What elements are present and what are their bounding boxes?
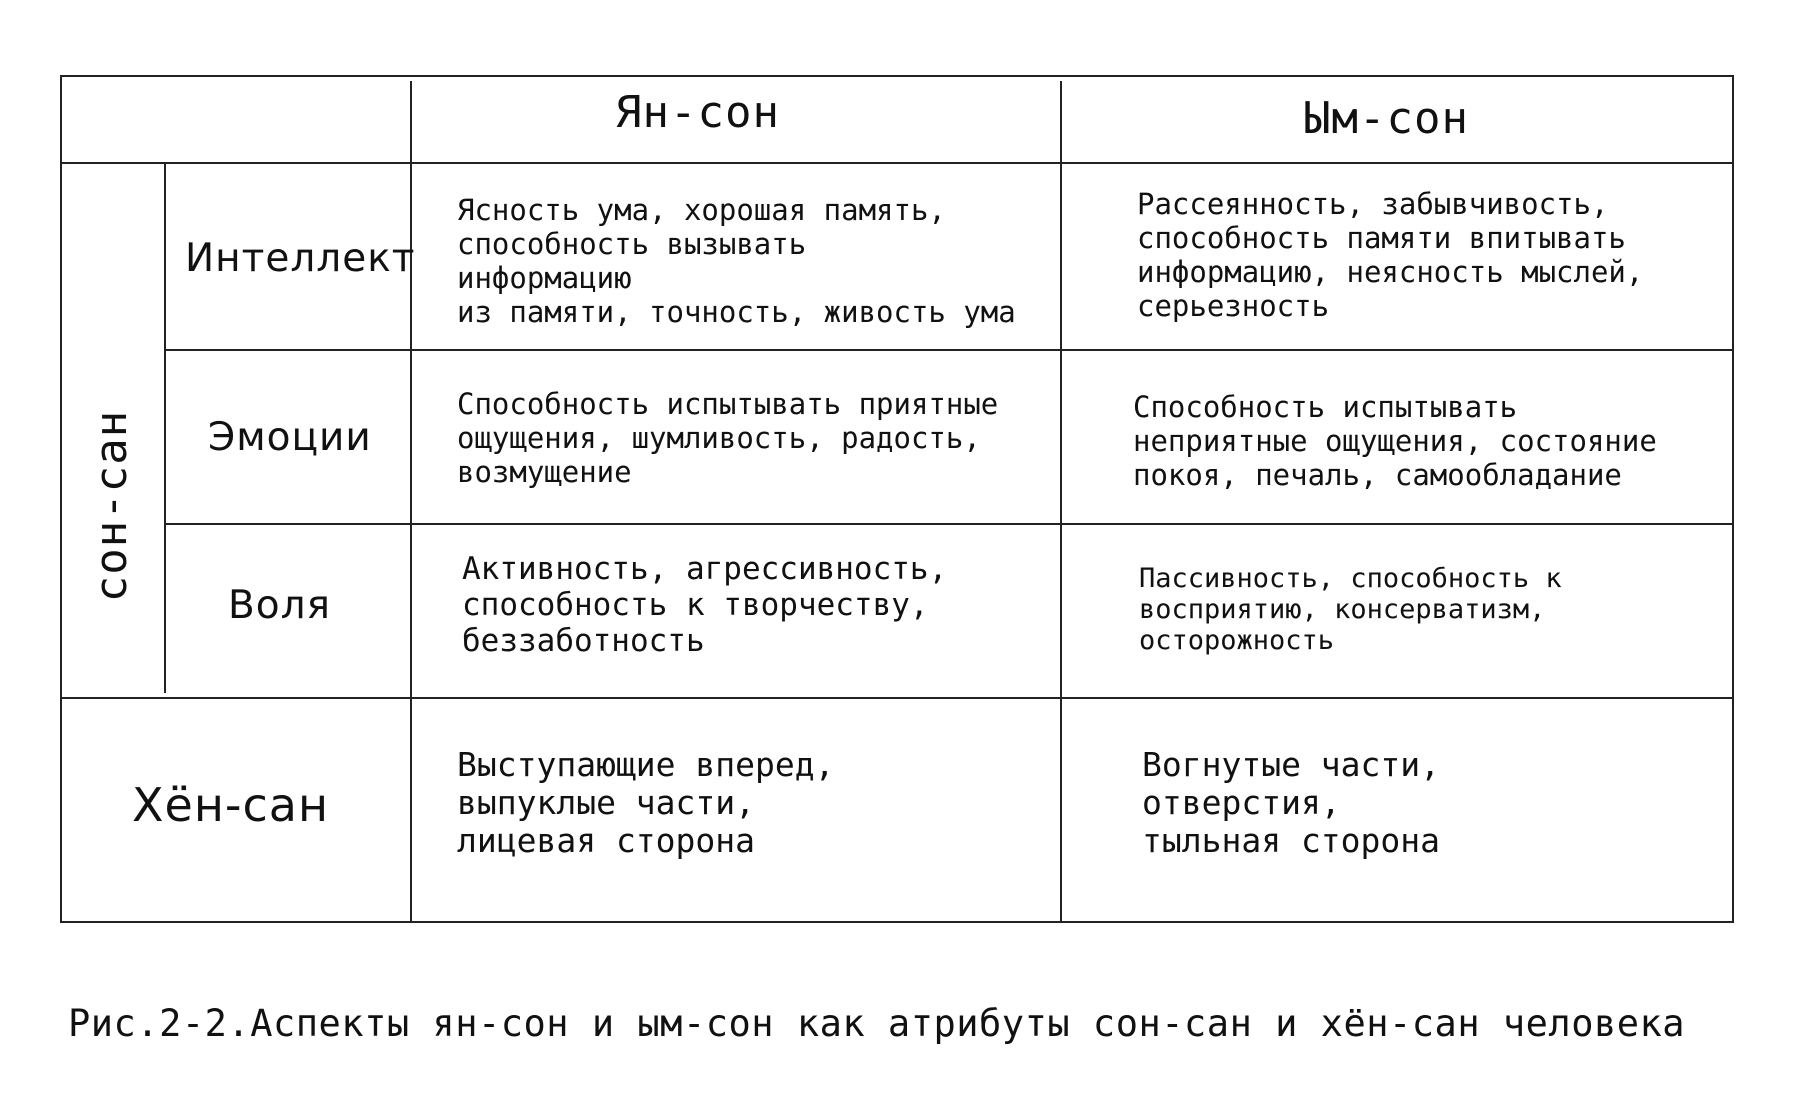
cell-emotions-yin: Способность испытывать неприятные ощущения, состояние покоя, печаль, самообладание [1133, 390, 1657, 492]
divider [62, 162, 1732, 164]
divider [164, 163, 166, 693]
group-label-son-san: сон-сан [86, 409, 137, 603]
row-label-emotions: Эмоции [208, 415, 372, 460]
column-header-yin: Ым-сон [1304, 93, 1469, 144]
cell-hyon-yin: Вогнутые части, отверстия, тыльная сторона [1142, 745, 1441, 860]
column-header-yang: Ян-сон [615, 87, 780, 138]
cell-hyon-yang: Выступающие вперед, выпуклые части, лицевая сторона [457, 745, 835, 860]
row-label-intellect: Интеллект [185, 236, 416, 281]
divider [410, 81, 412, 921]
divider [1060, 81, 1062, 921]
divider [164, 523, 1732, 525]
divider [62, 697, 1732, 699]
row-label-hyon-san: Хён-сан [132, 778, 330, 832]
cell-intellect-yang: Ясность ума, хорошая память, способность вызывать информацию из памяти, точность, живость ума [457, 193, 1016, 329]
cell-will-yang: Активность, агрессивность, способность к творчеству, беззаботность [462, 551, 948, 659]
row-label-will: Воля [228, 583, 332, 628]
figure-caption: Рис.2-2.Аспекты ян-сон и ым-сон как атрибуты сон-сан и хён-сан человека [68, 1002, 1686, 1045]
cell-emotions-yang: Способность испытывать приятные ощущения, шумливость, радость, возмущение [457, 387, 999, 489]
cell-intellect-yin: Рассеянность, забывчивость, способность памяти впитывать информацию, неясность мыслей, серьезность [1137, 187, 1644, 323]
divider [164, 349, 1732, 351]
aspects-table [60, 75, 1734, 923]
cell-will-yin: Пассивность, способность к восприятию, консерватизм, осторожность [1139, 563, 1562, 656]
